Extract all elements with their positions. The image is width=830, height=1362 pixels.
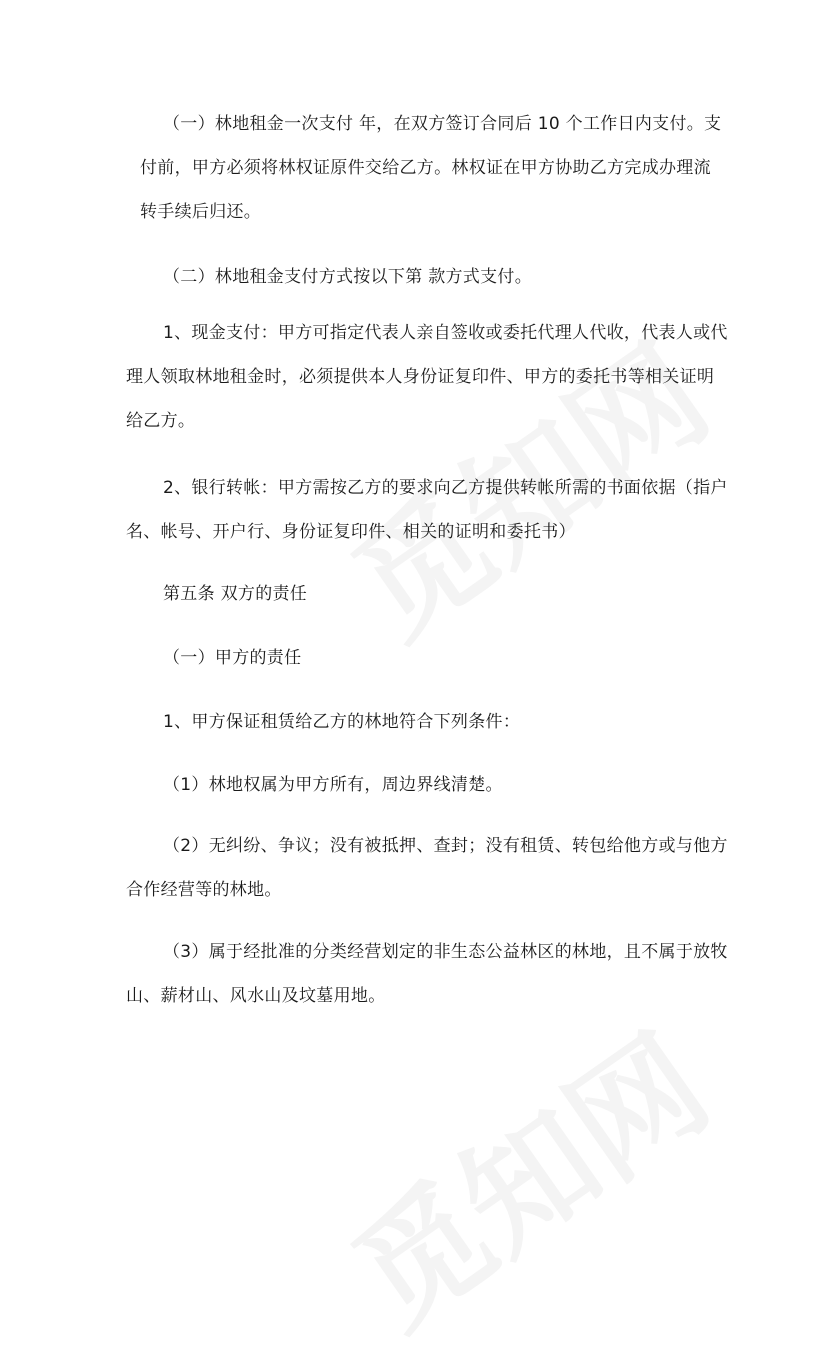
paragraph-line: （2）无纠纷、争议；没有被抵押、查封；没有租赁、转包给他方或与他方 xyxy=(163,836,728,856)
paragraph-line: 给乙方。 xyxy=(126,411,196,431)
paragraph-line: 合作经营等的林地。 xyxy=(126,880,282,900)
paragraph-line: 名、帐号、开户行、身份证复印件、相关的证明和委托书） xyxy=(126,522,576,542)
paragraph-line: 转手续后归还。 xyxy=(140,202,262,222)
subsection-heading: （一）甲方的责任 xyxy=(163,648,302,668)
paragraph-line: 理人领取林地租金时，必须提供本人身份证复印件、甲方的委托书等相关证明 xyxy=(126,367,715,387)
paragraph-line: （1）林地权属为甲方所有，周边界线清楚。 xyxy=(163,775,503,795)
paragraph-line: 1、甲方保证租赁给乙方的林地符合下列条件： xyxy=(163,712,521,732)
paragraph-line: 付前，甲方必须将林权证原件交给乙方。林权证在甲方协助乙方完成办理流 xyxy=(140,158,711,178)
paragraph-line: 1、现金支付：甲方可指定代表人亲自签收或委托代理人代收，代表人或代 xyxy=(163,323,728,343)
paragraph-line: （二）林地租金支付方式按以下第 款方式支付。 xyxy=(163,267,533,287)
paragraph-line: 山、薪材山、风水山及坟墓用地。 xyxy=(126,986,386,1006)
paragraph-line: 2、银行转帐：甲方需按乙方的要求向乙方提供转帐所需的书面依据（指户 xyxy=(163,478,728,498)
paragraph-line: （一）林地租金一次支付 年，在双方签订合同后 10 个工作日内支付。支 xyxy=(163,114,722,134)
section-heading: 第五条 双方的责任 xyxy=(163,584,308,604)
paragraph-line: （3）属于经批准的分类经营划定的非生态公益林区的林地，且不属于放牧 xyxy=(163,942,728,962)
